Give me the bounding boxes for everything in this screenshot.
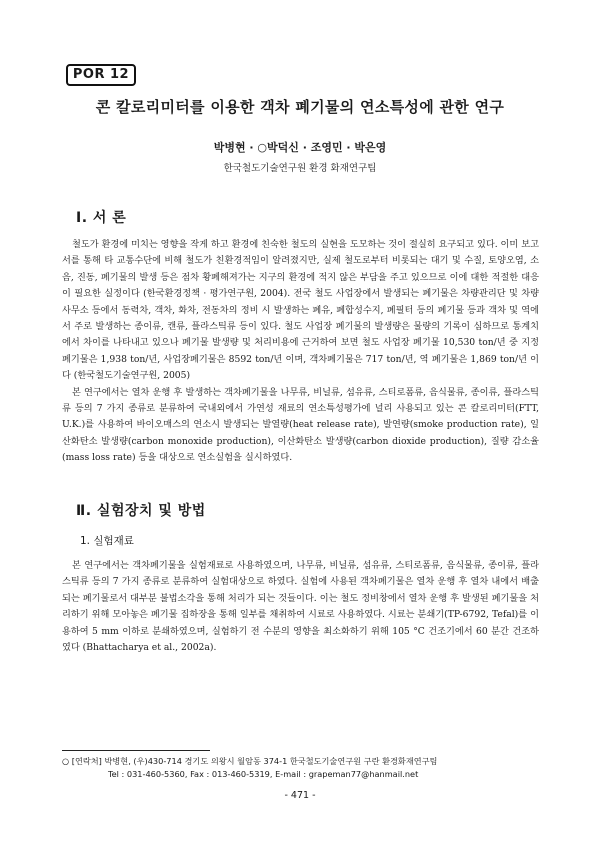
session-badge: POR 12	[66, 64, 136, 86]
author-list: 박병현 · ○박덕신 · 조영민 · 박은영	[213, 141, 387, 154]
subsection-heading-materials: 1. 실험재료	[80, 535, 134, 547]
affiliation: 한국철도기술연구원 환경 화재연구팀	[223, 163, 377, 174]
introduction-paragraph: 본 연구에서는 열차 운행 후 발생하는 객차폐기물을 나무류, 비닐류, 섬유류, 스티로폼류, 음식물류, 종이류, 플라스틱류 등의 7 가지 종류로 분류하여 국내외에서 가연성 재료의 연소특성평가에 널리 사용되고 있는 콘 칼로리미터(FTT, U.K.)를 사용하여 바이오매스의 연소시 발생되는 발열량(heat release rate), 발연량(smoke production rate), 일산화탄소 발생량(carbon monoxide production), 이산화탄소 발생량(carbon dioxide production), 질량 감소율(mass loss rate) 등을 대상으로 연소실험을 실시하였다.	[62, 386, 539, 464]
paper-title: 콘 칼로리미터를 이용한 객차 폐기물의 연소특성에 관한 연구	[95, 98, 505, 116]
materials-paragraph: 본 연구에서는 객차폐기물을 실험재료로 사용하였으며, 나무류, 비닐류, 섬유류, 스티로폼류, 음식물류, 종이류, 플라스틱류 등의 7 가지 종류로 분류하여 실험대상으로 하였다. 실험에 사용된 객차폐기물은 열차 운행 후 열차 내에서 배출되는 폐기물로서 대부분 불법소각을 통해 처리가 되는 것들이다. 이는 철도 정비창에서 열차 운행 후 발생된 폐기물을 처리하기 위해 모아놓은 폐기물 집하장을 통해 일부를 채취하여 시료로 사용하였다. 시료는 분쇄기(TP-6792, Tefal)를 이용하여 5 mm 이하로 분쇄하였으며, 실험하기 전 수분의 영향을 최소화하기 위해 105 °C 건조기에서 60 분간 건조하였다 (Bhattacharya et al., 2002a).	[62, 560, 539, 654]
section-heading-introduction: Ⅰ. 서 론	[76, 210, 127, 226]
introduction-paragraph: 철도가 환경에 미치는 영향을 작게 하고 환경에 친숙한 철도의 실현을 도모하는 것이 절실히 요구되고 있다. 이미 보고서를 통해 타 교통수단에 비해 철도가 친환경적임이 알려졌지만, 실제 철도로부터 비롯되는 대기 및 수질, 토양오염, 소음, 진동, 폐기물의 발생 등은 점차 황폐해져가는 지구의 환경에 적지 않은 부담을 주고 있으므로 이에 대한 적절한 대응이 필요한 실정이다 (한국환경정책 · 평가연구원, 2004). 전국 철도 사업장에서 발생되는 폐기물은 차량관리단 및 차량사무소 등에서 동력차, 객차, 화차, 전동차의 정비 시 발생하는 폐유, 폐합성수지, 폐필터 등의 폐기물 등과 객차 및 역에서 주로 발생하는 종이류, 캔류, 플라스틱류 등이 있다. 철도 사업장 폐기물의 발생량은 물량의 기록이 심하므로 통계치 에서 차이를 나타내고 있으나 폐기물 발생량 및 처리비용에 근거하여 보면 철도 사업장 폐기물 10,530 ton/년 중 지정폐기물은 1,938 ton/년, 사업장폐기물은 8592 ton/년 이며, 객차폐기물은 717 ton/년, 역 폐기물은 1,869 ton/년 이다 (한국철도기술연구원, 2005)	[62, 239, 539, 382]
footnote-divider	[62, 750, 210, 751]
footnote-contact: Tel : 031-460-5360, Fax : 013-460-5319, E-mail : grapeman77@hanmail.net	[108, 768, 419, 779]
introduction-body	[62, 237, 539, 467]
contact-footnote	[62, 755, 542, 780]
materials-body	[62, 558, 539, 656]
section-heading-methods: Ⅱ. 실험장치 및 방법	[76, 503, 206, 519]
page-number: - 471 -	[284, 790, 316, 801]
footnote-address: ○ [연락처] 박병현, (우)430-714 경기도 의왕시 월암동 374-1 한국철도기술연구원 구란 환경화재연구팀	[62, 756, 438, 766]
